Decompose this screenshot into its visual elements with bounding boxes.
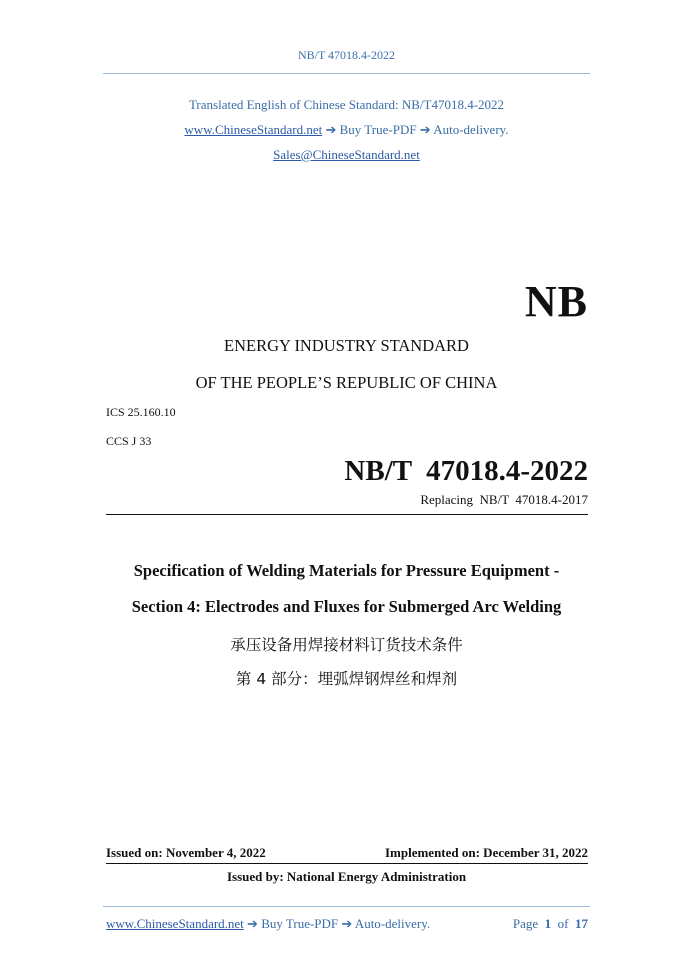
site-link[interactable]: www.ChineseStandard.net [184,122,323,137]
sales-line [0,147,693,163]
ccs-code: CCS J 33 [106,434,152,448]
standard-number: NB/T 47018.4-2022 [344,455,588,487]
sales-email-link[interactable]: Sales@ChineseStandard.net [273,147,420,162]
translated-notice: Translated English of Chinese Standard: NB/T47018.4-2022 [188,97,505,112]
footer-divider [103,906,590,907]
page-indicator [513,916,588,932]
replacing-note: Replacing NB/T 47018.4-2017 [420,492,588,507]
nb-logo: NB [524,277,588,326]
page-of: of [557,916,569,931]
title-en-line-1: Specification of Welding Materials for Pressure Equipment - [133,561,560,580]
buy-text: ➔ Buy True-PDF ➔ Auto-delivery. [322,122,509,137]
title-cn-line-1: 承压设备用焊接材料订货技术条件 [230,636,463,654]
footer-site-link[interactable]: www.ChineseStandard.net [106,916,244,931]
title-en-line-2: Section 4: Electrodes and Fluxes for Submerged Arc Welding [131,597,562,616]
page-current: 1 [544,916,552,931]
implemented-on: Implemented on: December 31, 2022 [384,845,588,860]
footer-buy-line [106,916,430,932]
header-divider [103,73,590,74]
dates-divider [106,863,588,864]
ics-code: ICS 25.160.10 [106,405,176,419]
issued-on: Issued on: November 4, 2022 [106,845,266,860]
running-header: NB/T 47018.4-2022 [297,48,396,62]
footer-buy-text: ➔ Buy True-PDF ➔ Auto-delivery. [243,916,431,931]
buy-line [0,122,693,138]
title-cn-line-2: 第 4 部分：埋弧焊钢焊丝和焊剂 [235,670,458,688]
standard-line-2: OF THE PEOPLE’S REPUBLIC OF CHINA [195,373,498,392]
standard-line-1: ENERGY INDUSTRY STANDARD [224,336,469,355]
number-divider [106,514,588,515]
page-label: Page [512,916,539,931]
issued-by: Issued by: National Energy Administration [226,869,467,884]
page-total: 17 [575,916,588,931]
